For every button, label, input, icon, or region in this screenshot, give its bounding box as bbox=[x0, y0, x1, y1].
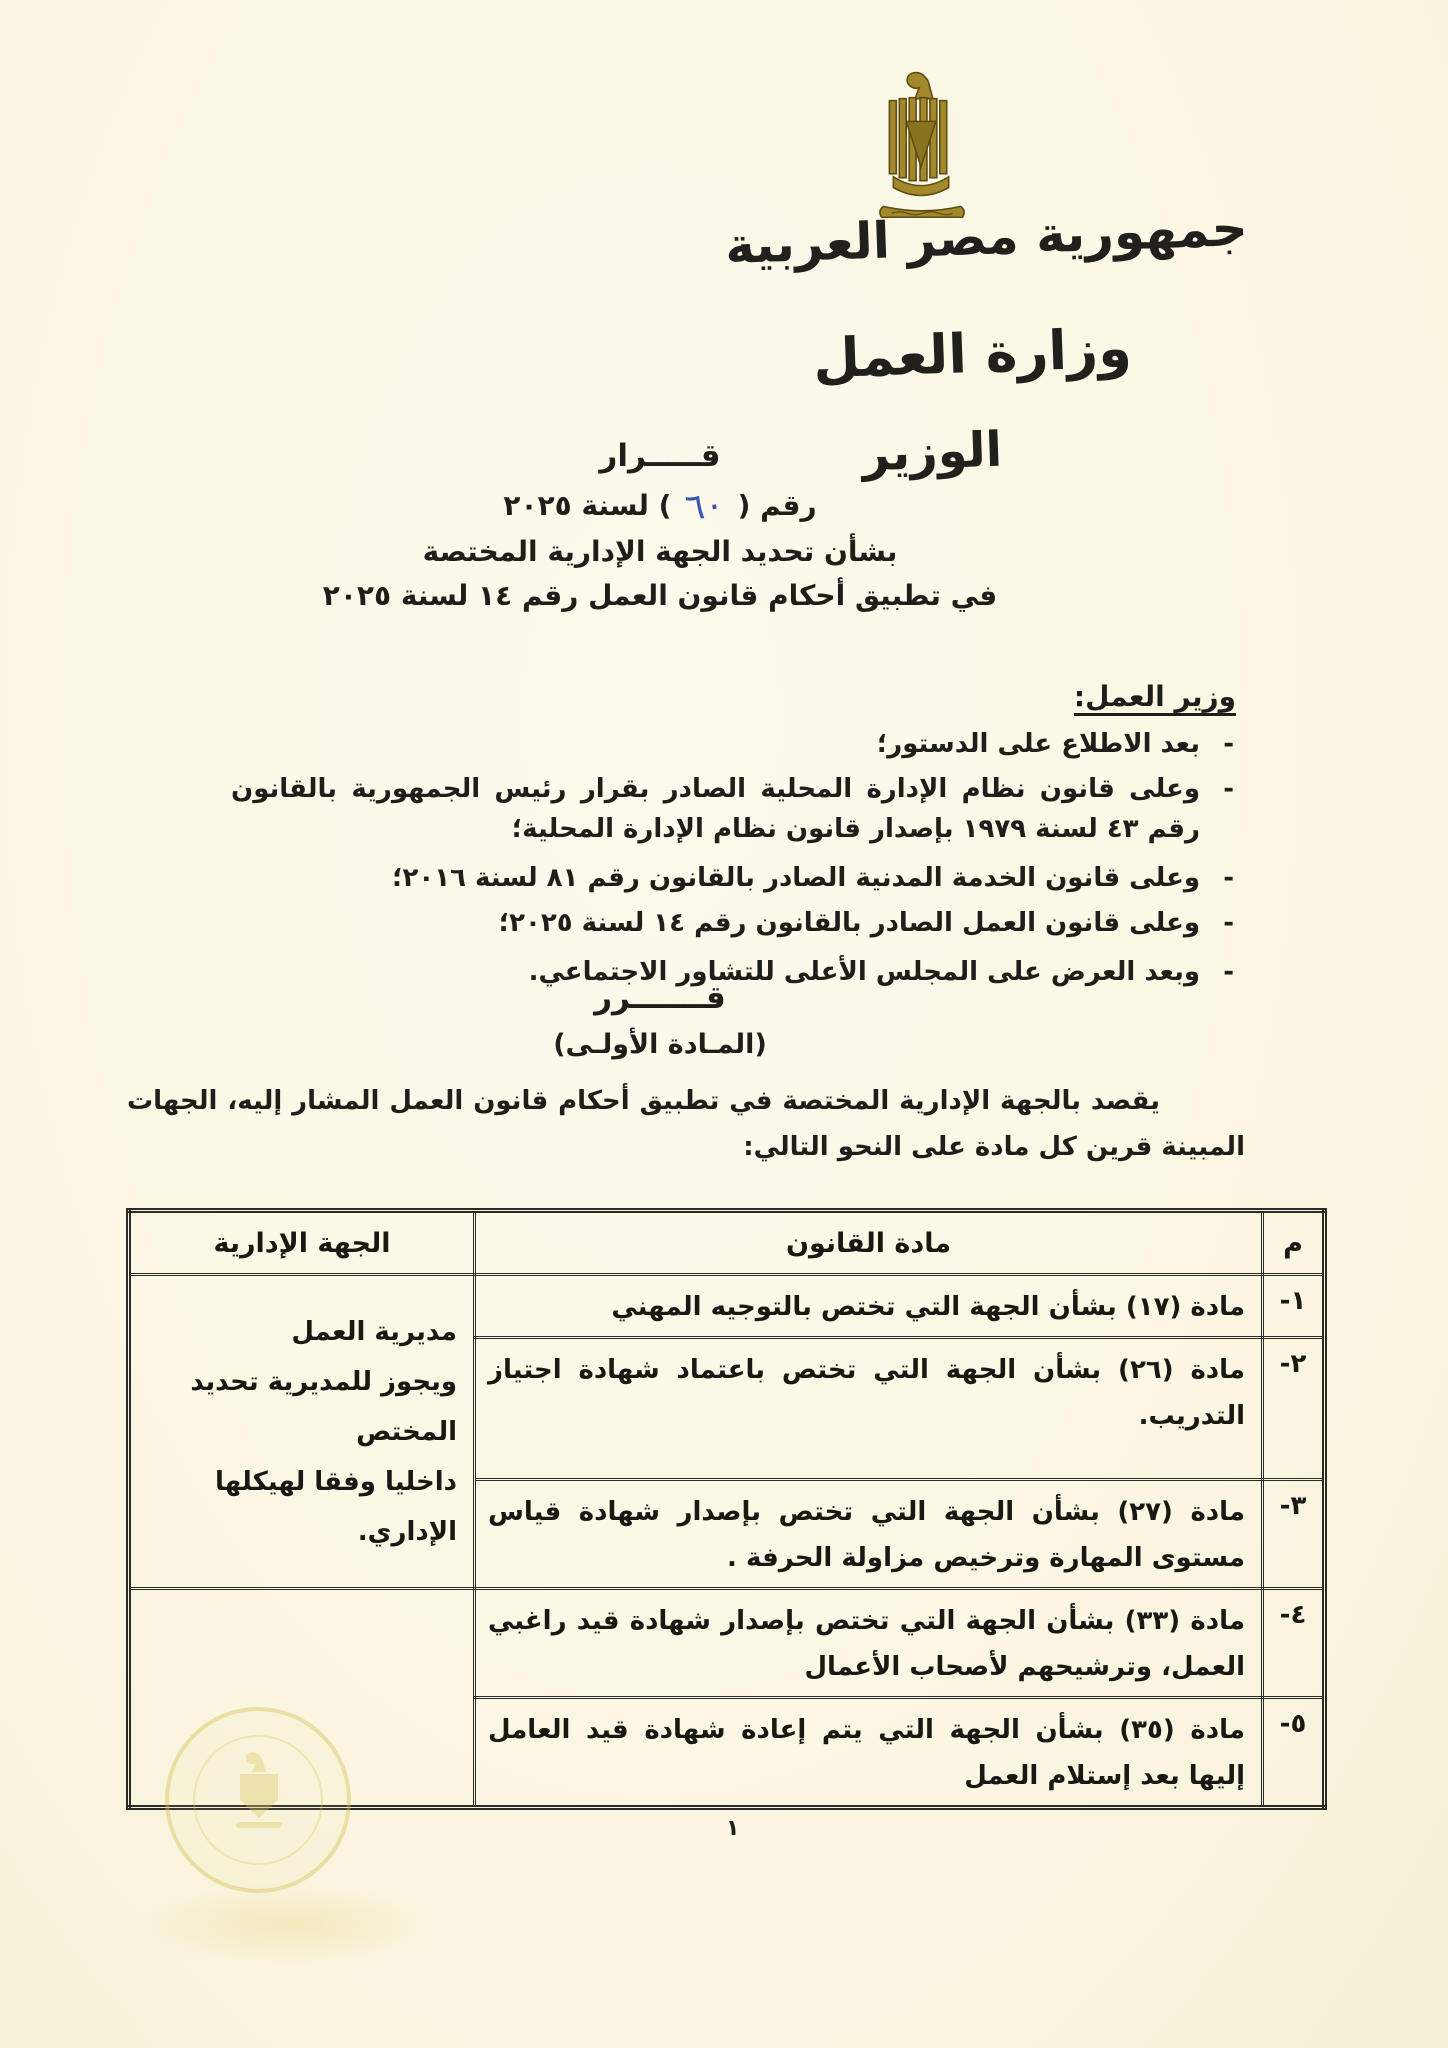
enactment-block bbox=[0, 980, 1320, 1060]
table-row bbox=[129, 1589, 1325, 1698]
decree-number-suffix: ) لسنة ٢٠٢٥ bbox=[503, 489, 682, 522]
preamble-item: - وعلى قانون نظام الإدارة المحلية الصادر بقرار رئيس الجمهورية بالقانون رقم ٤٣ لسنة ١٩٧٩ بإصدار قانون نظام الإدارة المحلية؛ bbox=[231, 769, 1236, 849]
letterhead-ministry: وزارة العمل bbox=[812, 316, 1134, 391]
serial-cell: ٤- bbox=[1263, 1589, 1325, 1698]
decree-title-block bbox=[0, 438, 1320, 612]
decree-subject-line1: بشأن تحديد الجهة الإدارية المختصة bbox=[422, 535, 898, 568]
decree-number-prefix: رقم ( bbox=[727, 489, 817, 522]
serial-cell: ٢- bbox=[1263, 1338, 1325, 1480]
header-law-article: مادة القانون bbox=[475, 1211, 1263, 1275]
law-article-cell: مادة (٢٧) بشأن الجهة التي تختص بإصدار شهادة قياس مستوى المهارة وترخيص مزاولة الحرفة . bbox=[475, 1480, 1263, 1589]
law-article-cell: مادة (٣٥) بشأن الجهة التي يتم إعادة شهادة قيد العامل إليها بعد إستلام العمل bbox=[475, 1698, 1263, 1808]
law-article-cell: مادة (٢٦) بشأن الجهة التي تختص باعتماد شهادة اجتياز التدريب. bbox=[475, 1338, 1263, 1480]
table-row bbox=[129, 1275, 1325, 1338]
decree-number-handwritten: ٦٠ bbox=[683, 484, 727, 529]
law-article-cell: مادة (١٧) بشأن الجهة التي تختص بالتوجيه المهني bbox=[475, 1275, 1263, 1338]
serial-cell: ١- bbox=[1263, 1275, 1325, 1338]
header-serial: م bbox=[1263, 1211, 1325, 1275]
admin-authority-line: مديرية العمل bbox=[291, 1316, 457, 1347]
decree-word: قـــــرار bbox=[599, 438, 721, 474]
page-number: ١ bbox=[726, 1816, 740, 1841]
preamble-item: - بعد الاطلاع على الدستور؛ bbox=[231, 724, 1236, 764]
admin-authority-line: ويجوز للمديرية تحديد المختص bbox=[190, 1366, 457, 1447]
table-header-row bbox=[129, 1211, 1325, 1275]
serial-cell: ٥- bbox=[1263, 1698, 1325, 1808]
stamp-smudge bbox=[140, 1884, 440, 1964]
decree-subject-line2: في تطبيق أحكام قانون العمل رقم ١٤ لسنة ٢٠٢٥ bbox=[322, 579, 998, 612]
admin-authority-cell bbox=[129, 1275, 475, 1589]
letterhead-country: جمهورية مصر العربية bbox=[724, 198, 1249, 276]
letterhead-office: الوزير bbox=[860, 421, 1003, 483]
preamble-item: - وبعد العرض على المجلس الأعلى للتشاور الاجتماعي. bbox=[231, 952, 1236, 992]
preamble-item: - وعلى قانون الخدمة المدنية الصادر بالقانون رقم ٨١ لسنة ٢٠١٦؛ bbox=[231, 858, 1236, 898]
preamble-item: - وعلى قانون العمل الصادر بالقانون رقم ١٤ لسنة ٢٠٢٥؛ bbox=[231, 903, 1236, 943]
preamble-list bbox=[231, 724, 1236, 997]
law-article-cell: مادة (٣٣) بشأن الجهة التي تختص بإصدار شهادة قيد راغبي العمل، وترشيحهم لأصحاب الأعمال bbox=[475, 1589, 1263, 1698]
article-one-body: يقصد بالجهة الإدارية المختصة في تطبيق أحكام قانون العمل المشار إليه، الجهات المبينة قرين كل مادة على النحو التالي: bbox=[127, 1086, 1245, 1162]
admin-authority-line: داخليا وفقا لهيكلها الإداري. bbox=[215, 1466, 457, 1547]
enactment-decree-word: قـــــــرر bbox=[594, 980, 726, 1016]
header-admin-authority: الجهة الإدارية bbox=[129, 1211, 475, 1275]
article-one-heading: (المـادة الأولـى) bbox=[553, 1029, 767, 1060]
decree-number-line bbox=[0, 483, 1320, 529]
ministry-stamp-watermark-icon bbox=[160, 1704, 356, 1900]
preamble-heading: وزير العمل: bbox=[1073, 680, 1236, 713]
serial-cell: ٣- bbox=[1263, 1480, 1325, 1589]
